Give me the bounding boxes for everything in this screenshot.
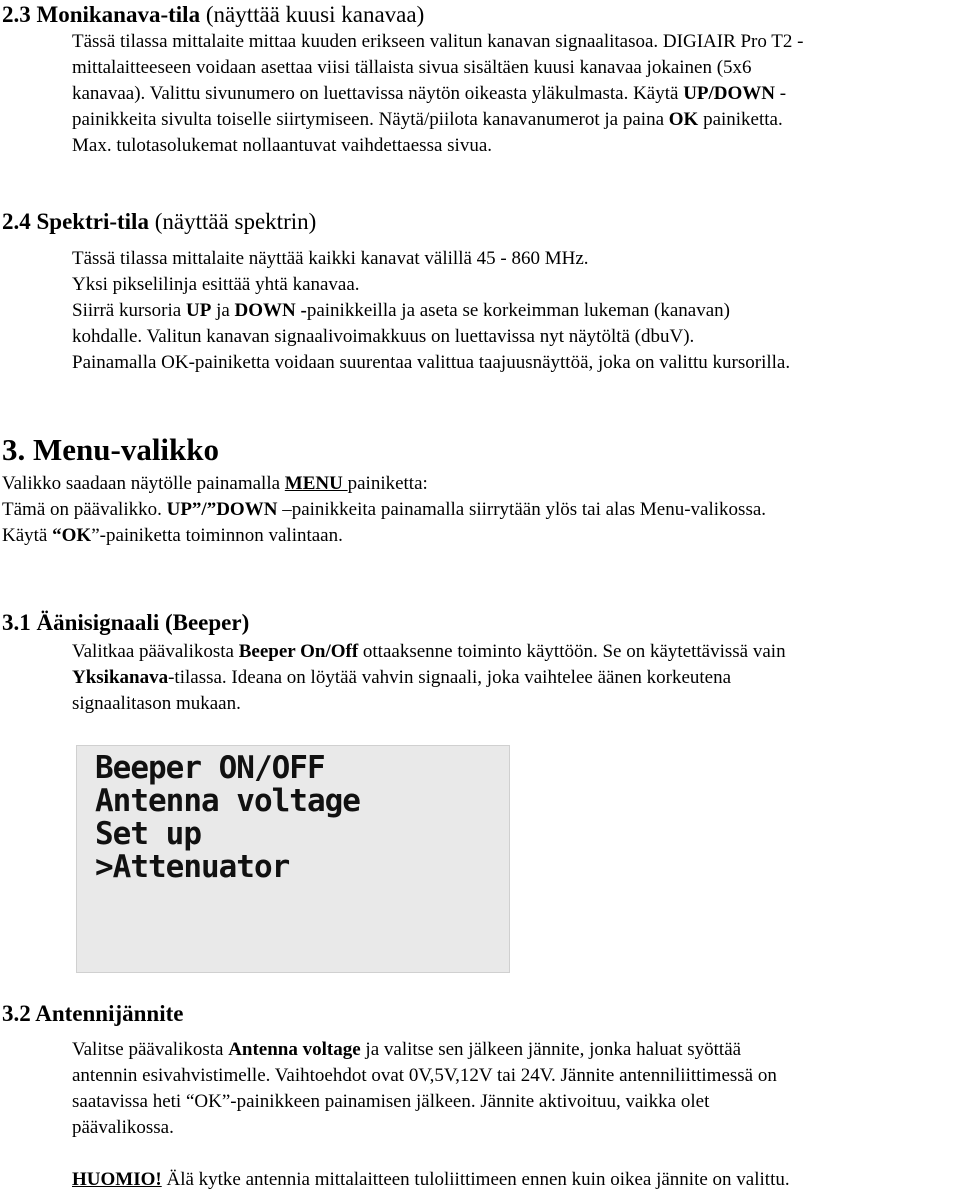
lcd-line-beeper: Beeper ON/OFF — [95, 750, 325, 786]
paragraph-line: Käytä “OK”-painiketta toiminnon valintaan. — [2, 525, 343, 546]
heading-2-4: 2.4 Spektri-tila (näyttää spektrin) — [2, 209, 317, 234]
paragraph-line: Tässä tilassa mittalaite näyttää kaikki kanavat välillä 45 - 860 MHz. — [72, 248, 589, 269]
paragraph-line: Tämä on päävalikko. UP”/”DOWN –painikkeita painamalla siirrytään ylös tai alas Menu-valikossa. — [2, 499, 767, 520]
paragraph-line: päävalikossa. — [72, 1117, 174, 1138]
paragraph-line: mittalaitteeseen voidaan asettaa viisi tällaista sivua sisältäen kuusi kanavaa jokainen (5x6 — [72, 57, 752, 78]
heading-3: 3. Menu-valikko — [2, 432, 220, 467]
paragraph-line: Valitkaa päävalikosta Beeper On/Off ottaaksenne toiminto käyttöön. Se on käytettävissä vain — [72, 641, 786, 662]
paragraph-line: Max. tulotasolukemat nollaantuvat vaihdettaessa sivua. — [72, 135, 493, 156]
heading-2-3: 2.3 Monikanava-tila (näyttää kuusi kanavaa) — [2, 2, 425, 27]
paragraph-line: kanavaa). Valittu sivunumero on luettavissa näytön oikeasta yläkulmasta. Käytä UP/DOWN - — [72, 83, 787, 104]
paragraph-line: antennin esivahvistimelle. Vaihtoehdot ovat 0V,5V,12V tai 24V. Jännite antenniliittimessä on — [72, 1065, 777, 1086]
heading-3-1: 3.1 Äänisignaali (Beeper) — [2, 610, 250, 635]
paragraph-line: signaalitason mukaan. — [72, 693, 241, 714]
lcd-line-antenna: Antenna voltage — [95, 783, 360, 819]
warning-note: HUOMIO! Älä kytke antennia mittalaitteen tuloliittimeen ennen kuin oikea jännite on valittu. — [72, 1169, 790, 1190]
paragraph-line: Valikko saadaan näytölle painamalla MENU painiketta: — [2, 473, 428, 494]
lcd-menu-screenshot — [76, 745, 510, 973]
paragraph-line: Valitse päävalikosta Antenna voltage ja valitse sen jälkeen jännite, jonka haluat syöttää — [72, 1039, 742, 1060]
paragraph-line: painikkeita sivulta toiselle siirtymiseen. Näytä/piilota kanavanumerot ja paina OK painiketta. — [72, 109, 783, 130]
paragraph-line: Siirrä kursoria UP ja DOWN -painikkeilla ja aseta se korkeimman lukeman (kanavan) — [72, 300, 730, 321]
paragraph-line: Painamalla OK-painiketta voidaan suurentaa valittua taajuusnäyttöä, joka on valittu kursorilla. — [72, 352, 791, 373]
paragraph-line: Yksi pikselilinja esittää yhtä kanavaa. — [72, 274, 360, 295]
heading-3-2: 3.2 Antennijännite — [2, 1001, 184, 1026]
paragraph-line: saatavissa heti “OK”-painikkeen painamisen jälkeen. Jännite aktivoituu, vaikka olet — [72, 1091, 710, 1112]
paragraph-line: Tässä tilassa mittalaite mittaa kuuden erikseen valitun kanavan signaalitasoa. DIGIAIR Pro T2 - — [72, 31, 804, 52]
paragraph-line: Yksikanava-tilassa. Ideana on löytää vahvin signaali, joka vaihtelee äänen korkeutena — [72, 667, 732, 688]
lcd-line-setup: Set up — [95, 816, 201, 852]
paragraph-line: kohdalle. Valitun kanavan signaalivoimakkuus on luettavissa nyt näytöltä (dbuV). — [72, 326, 695, 347]
lcd-line-attenuator: >Attenuator — [95, 849, 290, 885]
